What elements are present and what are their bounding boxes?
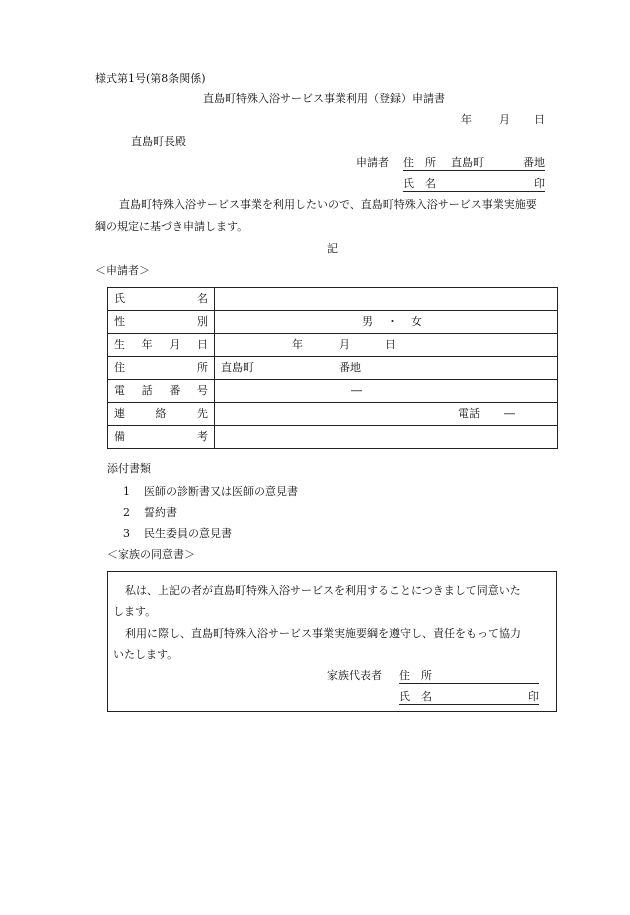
date-day: 日 — [534, 113, 545, 126]
addressee: 直島町長殿 — [131, 135, 186, 148]
body-line-2: 綱の規定に基づき申請します。 — [95, 220, 249, 233]
address-lot: 番地 — [339, 361, 361, 374]
contact-value-cell[interactable] — [215, 403, 558, 426]
table-row-contact — [108, 403, 558, 426]
applicant-role: 申請者 — [356, 156, 389, 169]
attachment-item: 1 医師の診断書又は医師の意見書 — [123, 485, 298, 498]
consent-line-2: します。 — [113, 605, 157, 618]
applicant-address-label: 住 所 — [403, 156, 436, 169]
family-address-label: 住 所 — [399, 669, 432, 682]
contact-dash: ― — [504, 407, 515, 420]
date-month: 月 — [499, 113, 510, 126]
section-applicant: ＜申請者＞ — [95, 264, 150, 277]
birth-day: 日 — [385, 338, 396, 351]
table-row-remarks — [108, 426, 558, 449]
contact-label: 連 絡 先 — [108, 403, 215, 426]
form-number: 様式第1号(第8条関係) — [95, 72, 206, 85]
applicant-table — [107, 287, 558, 449]
consent-line-1: 私は、上記の者が直島町特殊入浴サービスを利用することにつきまして同意いた — [125, 584, 521, 597]
address-value-cell[interactable] — [215, 357, 558, 380]
phone-value-cell[interactable] — [215, 380, 558, 403]
sex-female[interactable]: 女 — [411, 315, 422, 328]
table-row-address — [108, 357, 558, 380]
consent-line-3: 利用に際し、直島町特殊入浴サービス事業実施要綱を遵守し、責任をもって協力 — [125, 627, 521, 640]
ki-heading: 記 — [327, 242, 338, 255]
name-label: 氏 名 — [108, 288, 215, 311]
phone-dash: ― — [351, 384, 362, 397]
name-value-cell[interactable] — [215, 288, 558, 311]
family-seal: 印 — [528, 690, 539, 703]
applicant-name-line[interactable] — [403, 177, 545, 192]
consent-line-4: いたします。 — [113, 648, 179, 661]
address-label: 住 所 — [108, 357, 215, 380]
family-consent-box — [107, 571, 557, 712]
applicant-address-line[interactable] — [403, 156, 545, 171]
contact-phone-label: 電話 — [458, 407, 480, 420]
table-row-name — [108, 288, 558, 311]
attachments-title: 添付書類 — [107, 462, 151, 475]
section-family: ＜家族の同意書＞ — [107, 548, 195, 561]
page-title: 直島町特殊入浴サービス事業利用（登録）申請書 — [203, 92, 445, 105]
applicant-address-lot: 番地 — [523, 156, 545, 169]
date-year: 年 — [461, 113, 472, 126]
attachment-item: 3 民生委員の意見書 — [123, 527, 232, 540]
birth-label: 生 年 月 日 — [108, 334, 215, 357]
table-row-phone — [108, 380, 558, 403]
sex-label: 性 別 — [108, 311, 215, 334]
applicant-address-town: 直島町 — [451, 156, 484, 169]
family-name-line[interactable] — [399, 690, 539, 705]
family-rep-label: 家族代表者 — [327, 669, 382, 682]
table-row-sex — [108, 311, 558, 334]
address-town: 直島町 — [221, 361, 254, 374]
family-address-line[interactable] — [399, 669, 539, 684]
sex-male[interactable]: 男 — [362, 315, 373, 328]
remarks-label: 備 考 — [108, 426, 215, 449]
phone-label: 電 話 番 号 — [108, 380, 215, 403]
table-row-birth — [108, 334, 558, 357]
family-name-label: 氏 名 — [399, 690, 432, 703]
attachment-item: 2 誓約書 — [123, 506, 177, 519]
birth-month: 月 — [339, 338, 350, 351]
body-line-1: 直島町特殊入浴サービス事業を利用したいので、直島町特殊入浴サービス事業実施要 — [119, 198, 537, 211]
applicant-seal: 印 — [534, 177, 545, 190]
applicant-name-label: 氏 名 — [403, 177, 436, 190]
sex-value-cell[interactable] — [215, 311, 558, 334]
birth-value-cell[interactable] — [215, 334, 558, 357]
sex-dot: ・ — [387, 315, 398, 328]
remarks-value-cell[interactable] — [215, 426, 558, 449]
birth-year: 年 — [292, 338, 303, 351]
